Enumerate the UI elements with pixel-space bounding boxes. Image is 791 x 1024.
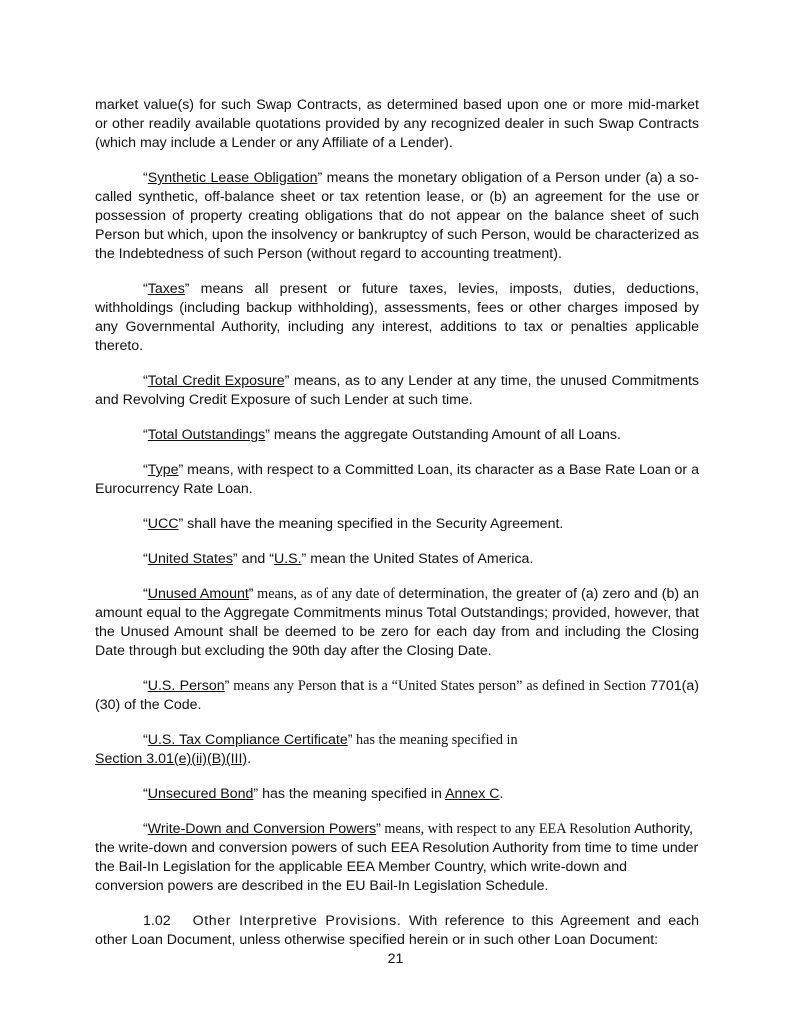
open-quote: “ [143,821,148,837]
open-quote: “ [143,586,148,602]
open-quote: “ [143,732,148,748]
definition-text: means, as to any Lender at any time, the unused Commitments and Revolving Credit Exposure of such Lender at such time. [95,373,699,408]
close-quote: ” [284,373,290,389]
definition-type [95,461,699,499]
defined-term: Synthetic Lease Obligation [147,170,318,186]
defined-term: U.S. Person [147,678,225,694]
definition-text: has the meaning specified in [258,786,446,802]
close-quote: ” [178,462,184,478]
definition-text: means all present or future taxes, levies, imposts, duties, deductions, withholdings (including backup withholding), assessments, fees or other charges imposed by any Governmental Authority, including any interest, additions to tax or penalties applicable thereto. [95,281,699,354]
defined-term-us: U.S. [273,551,302,567]
document-page [95,96,699,966]
section-reference-link[interactable]: Section 3.01(e)(ii)(B)(III) [95,751,248,767]
definition-text-serif-2: is a “United States person” as defined in Section [364,678,651,694]
defined-term: Unsecured Bond [147,786,254,802]
section-number: 1.02 [143,913,171,929]
close-quote: ” [317,170,323,186]
definition-text: Authority, the write-down and conversion powers of such EEA Resolution Authority from time to time under the Bail-In Legislation for the applicable EEA Member Country, which write-down and conversion powers are described in the EU Bail-In Legislation Schedule. [95,821,699,894]
definition-text-serif: means, with respect to any EEA Resolution [380,821,635,837]
annex-reference-link[interactable]: Annex C [445,786,500,802]
open-quote: “ [143,678,148,694]
definition-text: . [247,751,252,767]
defined-term: Type [147,462,179,478]
definition-total-credit-exposure [95,372,699,410]
definition-text: shall have the meaning specified in the Security Agreement. [183,516,564,532]
close-quote: ” [248,586,254,602]
close-quote: ” [301,551,307,567]
section-heading: Other Interpretive Provisions. [192,913,402,929]
definition-text: mean the United States of America. [306,551,534,567]
definition-text: means, with respect to a Committed Loan, its character as a Base Rate Loan or a Eurocurrency Rate Loan. [95,462,699,497]
defined-term: Taxes [147,281,185,297]
definition-text-serif: means, as of any date of [253,586,399,602]
close-quote: ” [178,516,184,532]
close-quote: ” [224,678,230,694]
close-quote: ” [347,732,353,748]
defined-term: United States [147,551,233,567]
open-quote: “ [143,551,148,567]
definition-us-person [95,677,699,715]
close-quote: ” [184,281,190,297]
section-1-02 [95,912,699,950]
definition-text: means the monetary obligation of a Person under (a) a so-called synthetic, off-balance sheet or tax retention lease, or (b) an agreement for the use or possession of property creating obligations that do not appear on the balance sheet of such Person but which, upon the insolvency or bankruptcy of such Person, would be characterized as the Indebtedness of such Person (without regard to accounting treatment). [95,170,699,262]
definition-taxes [95,280,699,356]
definition-text-serif: has the meaning specified in [352,732,518,748]
open-quote: “ [143,516,148,532]
definition-text: 7701(a)(30) of the Code. [95,678,699,713]
definition-unused-amount [95,585,699,661]
close-quote: ” [376,821,381,837]
defined-term: Unused Amount [147,586,249,602]
definition-write-down-and-conversion-powers [95,820,699,896]
definition-united-states [95,550,699,569]
definition-text: means the aggregate Outstanding Amount of all Loans. [269,427,621,443]
quote-and: ” and “ [232,551,274,567]
open-quote: “ [143,281,148,297]
defined-term: Total Credit Exposure [147,373,285,389]
definition-unsecured-bond [95,785,699,804]
page-number: 21 [387,951,404,967]
defined-term: UCC [147,516,179,532]
close-quote: ” [253,786,259,802]
definition-text-that: that [340,678,365,694]
open-quote: “ [143,170,148,186]
defined-term: U.S. Tax Compliance Certificate [147,732,348,748]
paragraph-swap-contracts-continued: market value(s) for such Swap Contracts, as determined based upon one or more mid-market or other readily available quotations provided by any recognized dealer in such Swap Contracts (which may include a Lender or any Affiliate of a Lender). [95,97,699,151]
definition-text-serif: means any Person [229,678,341,694]
definition-synthetic-lease-obligation [95,169,699,264]
close-quote: ” [265,427,270,443]
defined-term: Write-Down and Conversion Powers [147,821,377,837]
defined-term: Total Outstandings [147,427,266,443]
open-quote: “ [143,462,148,478]
definition-tail: . [499,786,504,802]
definition-text: determination, the greater of (a) zero and (b) an amount equal to the Aggregate Commitments minus Total Outstandings; provided, however, that the Unused Amount shall be deemed to be zero for each day from and including the Closing Date through but excluding the 90th day after the Closing Date. [95,586,699,659]
open-quote: “ [143,373,148,389]
definition-us-tax-compliance-certificate [95,731,699,769]
definition-total-outstandings [95,426,699,445]
definition-ucc [95,515,699,534]
section-text: With reference to this Agreement and each other Loan Document, unless otherwise specified herein or in such other Loan Document: [95,913,699,948]
open-quote: “ [143,786,148,802]
open-quote: “ [143,427,148,443]
